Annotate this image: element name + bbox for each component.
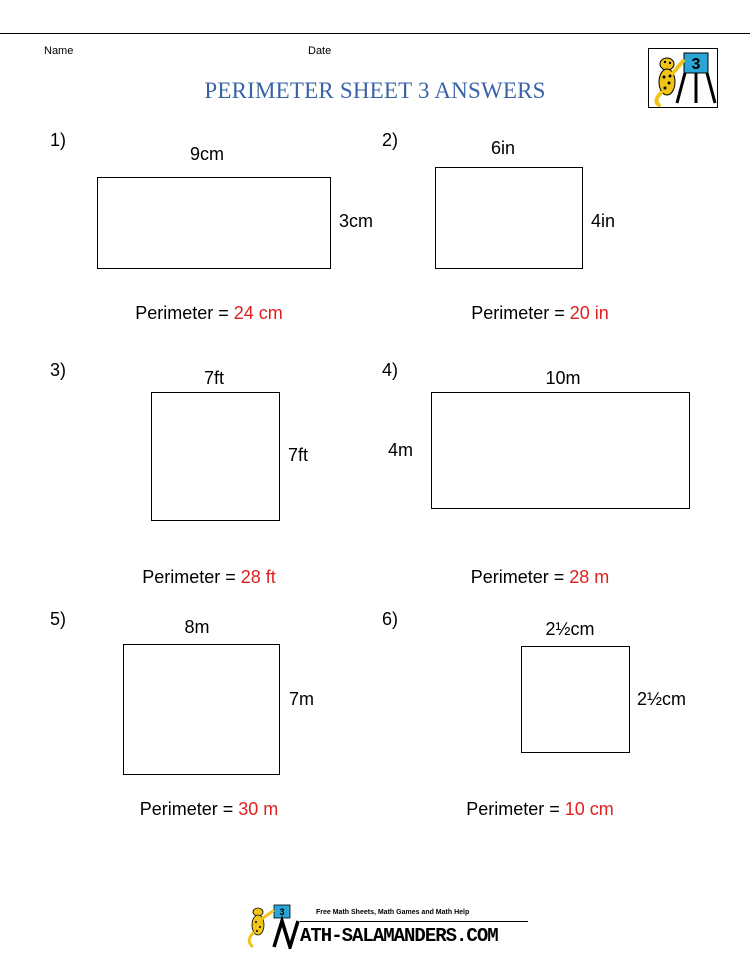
problem-4-perimeter [471, 567, 610, 588]
problem-6-width-label: 2½cm [545, 619, 595, 639]
problem-5-answer: 30 m [238, 799, 279, 819]
problem-3-answer: 28 ft [240, 567, 276, 587]
problem-2-answer: 20 in [569, 303, 609, 323]
grade-logo [648, 48, 718, 108]
page-title: PERIMETER SHEET 3 ANSWERS [204, 78, 546, 103]
problem-5-perimeter [140, 799, 279, 820]
problem-3-number: 3) [50, 360, 67, 380]
problem-6-rectangle [521, 646, 630, 753]
perimeter-label: Perimeter = [466, 799, 565, 819]
problem-5-number: 5) [50, 609, 67, 629]
problem-6-perimeter [466, 799, 614, 820]
problem-4-rectangle [431, 392, 690, 509]
perimeter-label: Perimeter = [142, 567, 241, 587]
problem-6-number: 6) [382, 609, 399, 629]
problem-2-height-label: 4in [591, 211, 616, 231]
problem-1-rectangle [97, 177, 331, 269]
problem-1-perimeter [135, 303, 283, 324]
problem-4-height-label: 4m [388, 440, 414, 460]
problem-1-answer: 24 cm [233, 303, 283, 323]
problem-3-rectangle [151, 392, 280, 521]
problem-2-rectangle [435, 167, 583, 269]
problem-1-number: 1) [50, 130, 67, 150]
problem-3-perimeter [142, 567, 276, 588]
perimeter-label: Perimeter = [139, 799, 239, 819]
perimeter-label: Perimeter = [470, 567, 570, 587]
perimeter-label: Perimeter = [471, 303, 570, 323]
problem-2-number: 2) [382, 130, 399, 150]
perimeter-label: Perimeter = [135, 303, 234, 323]
date-label: Date [308, 45, 332, 57]
problem-2-width-label: 6in [490, 138, 516, 158]
problem-4-answer: 28 m [569, 567, 610, 587]
problem-1-width-label: 9cm [189, 144, 225, 164]
problem-4-number: 4) [382, 360, 399, 380]
problem-5-height-label: 7m [289, 689, 315, 709]
footer-site-name[interactable]: ATH-SALAMANDERS.COM [300, 925, 498, 947]
problem-6-height-label: 2½cm [637, 689, 687, 709]
problem-3-width-label: 7ft [203, 368, 225, 388]
top-rule [0, 33, 750, 34]
footer-logo-grade-number: 3 [279, 907, 285, 917]
footer-salamander-logo-icon [244, 903, 302, 949]
footer-tagline: Free Math Sheets, Math Games and Math Help [316, 909, 470, 916]
problem-1-height-label: 3cm [339, 211, 374, 231]
problem-5-width-label: 8m [184, 617, 210, 637]
footer-rule [300, 921, 528, 922]
problem-4-width-label: 10m [545, 368, 581, 388]
logo-grade-number: 3 [691, 56, 701, 73]
problem-2-perimeter [471, 303, 609, 324]
problem-3-height-label: 7ft [288, 445, 309, 465]
salamander-logo-icon [649, 49, 717, 107]
problem-5-rectangle [123, 644, 280, 775]
problem-6-answer: 10 cm [564, 799, 614, 819]
name-label: Name [44, 45, 74, 57]
